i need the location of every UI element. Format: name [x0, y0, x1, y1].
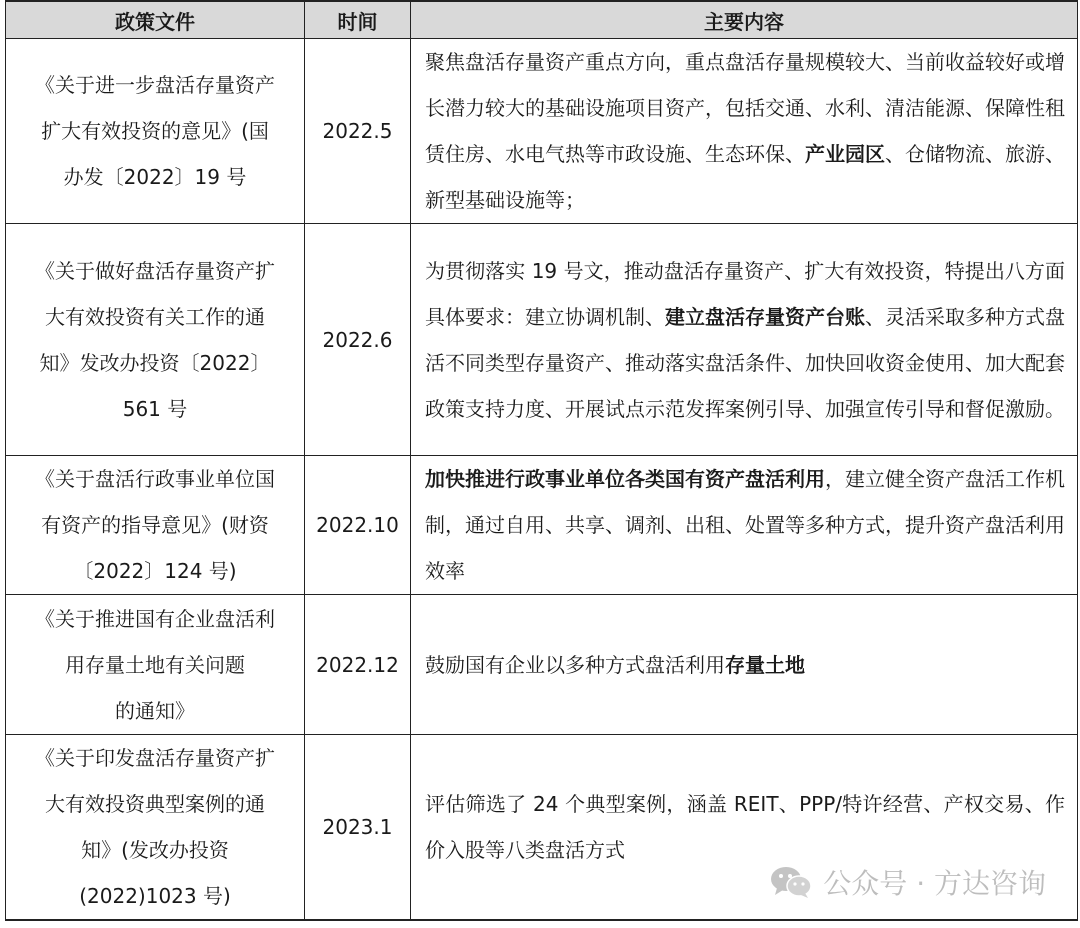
date-cell: 2023.1: [305, 735, 411, 921]
policy-document-line: 《关于印发盘活存量资产扩: [35, 746, 275, 770]
header-date: 时间: [305, 1, 411, 39]
policy-document-line: 办发〔2022〕19 号: [63, 165, 247, 189]
policy-document-line: 大有效投资典型案例的通: [45, 792, 265, 816]
policy-document-cell: [6, 224, 305, 456]
content-text: 评估筛选了 24 个典型案例，涵盖 REIT、PPP/特许经营、产权交易、作价入股等八类盘活方式: [425, 792, 1065, 862]
header-policy-document: 政策文件: [6, 1, 305, 39]
policy-document-cell: [6, 595, 305, 735]
policy-document-cell: [6, 39, 305, 224]
date-cell: 2022.10: [305, 456, 411, 595]
policy-document-line: 《关于盘活行政事业单位国: [35, 467, 275, 491]
policy-document-line: 扩大有效投资的意见》(国: [41, 119, 269, 143]
policy-document-line: 知》发改办投资〔2022〕: [39, 350, 271, 375]
content-text: ，建立健全资产盘活工作机制，通过自用、共享、调剂、出租、处置等多种方式，提升资产盘活利用效率: [425, 467, 1065, 583]
watermark: [769, 862, 1046, 902]
table-row: [6, 595, 1078, 735]
policy-document-line: 561 号: [122, 396, 188, 421]
date-cell: 2022.6: [305, 224, 411, 456]
content-text: 、仓储物流、旅游、新型基础设施等；: [425, 142, 1065, 212]
table-header-row: [6, 1, 1078, 39]
wechat-icon: [769, 865, 813, 899]
policy-document-line: 有资产的指导意见》(财资: [41, 513, 269, 537]
policy-document-line: 〔2022〕124 号): [73, 559, 237, 583]
policy-document-line: (2022)1023 号): [79, 884, 231, 908]
content-cell: [411, 456, 1078, 595]
policy-document-cell: [6, 456, 305, 595]
content-highlight: 加快推进行政事业单位各类国有资产盘活利用: [425, 467, 825, 491]
policy-document-line: 的通知》: [115, 698, 195, 723]
content-text: 为贯彻落实 19 号文，推动盘活存量资产、扩大有效投资，特提出八方面具体要求：建立协调机制、: [425, 258, 1065, 329]
content-text: 、灵活采取多种方式盘活不同类型存量资产、推动落实盘活条件、加快回收资金使用、加大配套政策支持力度、开展试点示范发挥案例引导、加强宣传引导和督促激励。: [425, 304, 1065, 421]
table-row: [6, 39, 1078, 224]
content-highlight: 产业园区: [805, 142, 885, 166]
content-cell: [411, 595, 1078, 735]
policy-document-line: 大有效投资有关工作的通: [45, 304, 265, 329]
policy-table: [5, 0, 1078, 921]
date-cell: 2022.12: [305, 595, 411, 735]
content-text: 聚焦盘活存量资产重点方向，重点盘活存量规模较大、当前收益较好或增长潜力较大的基础设施项目资产，包括交通、水利、清洁能源、保障性租赁住房、水电气热等市政设施、生态环保、: [425, 50, 1065, 166]
policy-document-line: 知》(发改办投资: [81, 838, 229, 862]
policy-document-cell: [6, 735, 305, 921]
content-highlight: 存量土地: [725, 652, 805, 677]
date-cell: 2022.5: [305, 39, 411, 224]
content-highlight: 建立盘活存量资产台账: [665, 304, 865, 329]
header-main-content: 主要内容: [411, 1, 1078, 39]
table-row: [6, 456, 1078, 595]
policy-document-line: 《关于推进国有企业盘活利: [35, 606, 275, 631]
content-cell: [411, 39, 1078, 224]
watermark-text: 公众号 · 方达咨询: [823, 867, 1046, 900]
table-row: [6, 224, 1078, 456]
policy-document-line: 《关于进一步盘活存量资产: [35, 73, 275, 97]
policy-document-line: 用存量土地有关问题: [65, 652, 245, 677]
policy-document-line: 《关于做好盘活存量资产扩: [35, 258, 275, 283]
content-text: 鼓励国有企业以多种方式盘活利用: [425, 652, 725, 677]
content-cell: [411, 224, 1078, 456]
